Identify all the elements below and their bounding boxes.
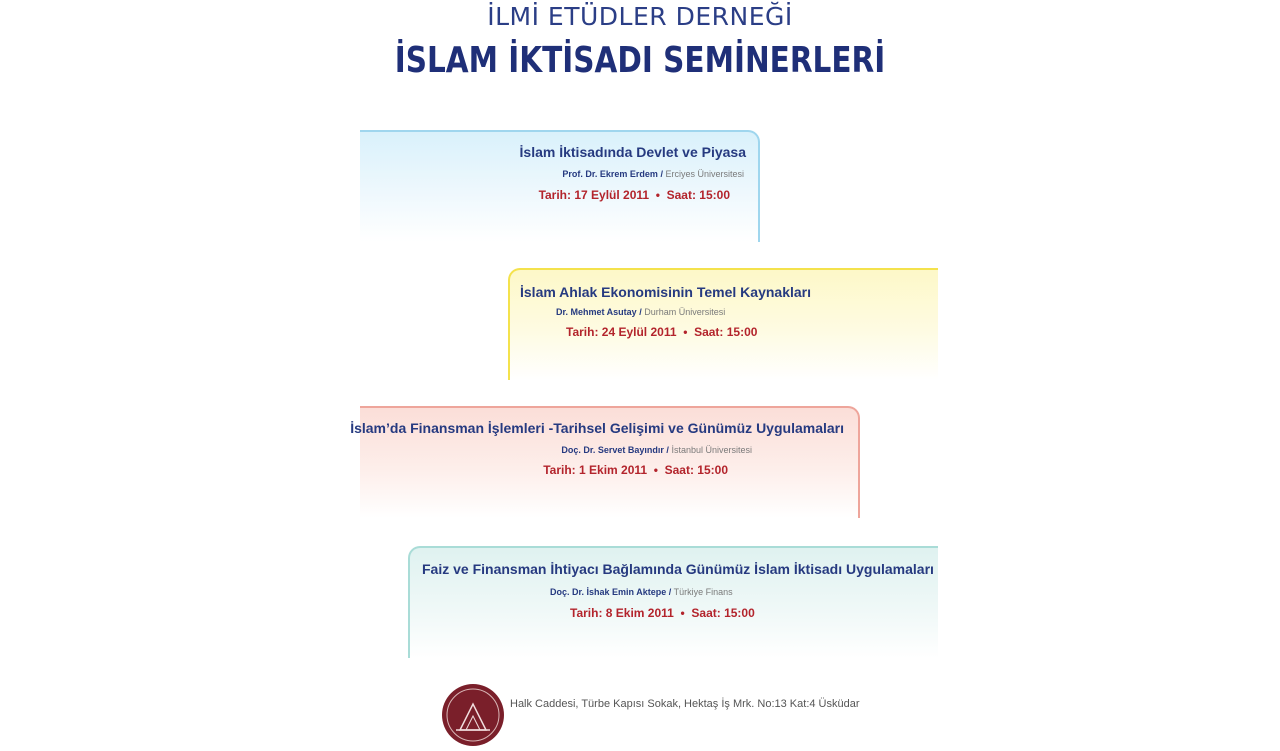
bullet: • [680,606,685,620]
seminar-time: Saat: 15:00 [691,606,755,620]
seminar-card-3 [350,406,860,518]
speaker-affiliation: Erciyes Üniversitesi [665,169,744,179]
seminar-datetime [543,463,728,477]
seminar-title: İslam İktisadında Devlet ve Piyasa [519,144,746,160]
organization-logo [442,684,504,746]
speaker-affiliation: Türkiye Finans [673,587,733,597]
seminar-date: Tarih: 24 Eylül 2011 [566,325,677,339]
seminar-card-2 [508,268,938,380]
seminar-title: İslam Ahlak Ekonomisinin Temel Kaynakları [520,284,811,300]
speaker-separator: / [666,445,669,455]
seminar-title: İslam’da Finansman İşlemleri -Tarihsel Gelişimi ve Günümüz Uygulamaları [350,420,844,436]
logo-emblem-icon [442,684,504,746]
bullet: • [655,188,660,202]
seminar-card-1 [360,130,760,242]
seminar-datetime [570,606,755,620]
seminar-datetime [539,188,730,202]
organization-name: İLMİ ETÜDLER DERNEĞİ [487,2,793,31]
seminar-datetime [566,325,757,339]
speaker-separator: / [639,307,642,317]
seminar-speaker [550,587,733,597]
seminar-date: Tarih: 8 Ekim 2011 [570,606,674,620]
seminar-speaker [561,445,752,455]
seminar-time: Saat: 15:00 [664,463,728,477]
seminar-time: Saat: 15:00 [666,188,730,202]
speaker-name: Dr. Mehmet Asutay [556,307,637,317]
seminar-card-4 [408,546,938,658]
speaker-name: Doç. Dr. Servet Bayındır [561,445,664,455]
footer-address: Halk Caddesi, Türbe Kapısı Sokak, Hektaş İş Mrk. No:13 Kat:4 Üsküdar [510,698,860,710]
speaker-name: Prof. Dr. Ekrem Erdem [562,169,658,179]
speaker-separator: / [668,587,672,597]
bullet: • [683,325,688,339]
speaker-affiliation: Durham Üniversitesi [644,307,726,317]
page-title: İSLAM İKTİSADI SEMİNERLERİ [394,40,886,81]
speaker-affiliation: İstanbul Üniversitesi [671,445,752,455]
seminar-speaker [556,307,725,317]
speaker-name: Doç. Dr. İshak Emin Aktepe [550,587,667,597]
seminar-date: Tarih: 17 Eylül 2011 [538,188,650,202]
seminar-time: Saat: 15:00 [694,325,758,339]
seminar-speaker [562,169,744,179]
seminar-date: Tarih: 1 Ekim 2011 [543,463,648,477]
seminar-title: Faiz ve Finansman İhtiyacı Bağlamında Günümüz İslam İktisadı Uygulamaları [422,561,934,577]
bullet: • [653,463,658,477]
speaker-separator: / [660,169,663,179]
